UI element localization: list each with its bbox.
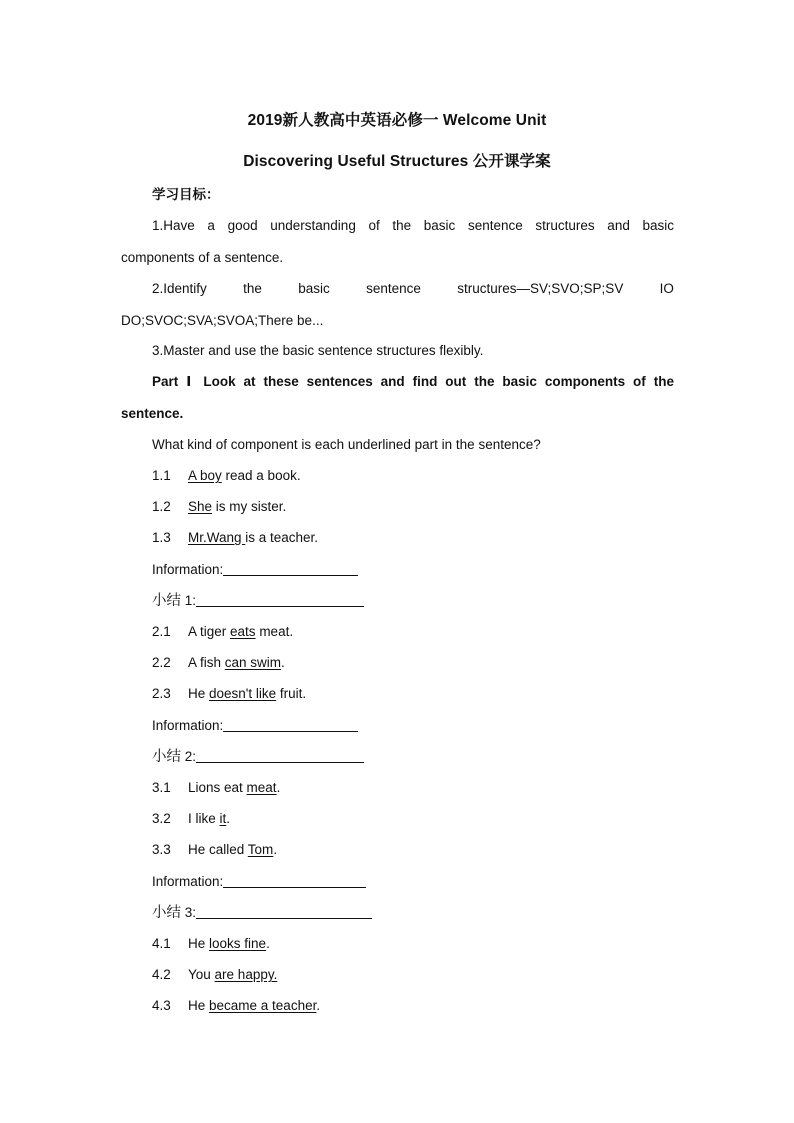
sentence-item: 3.3 He called Tom.	[152, 842, 278, 857]
sentence-item: 3.2 I like it.	[152, 811, 231, 826]
information-blank: Information:	[152, 717, 358, 735]
sentence-item: 2.2 A fish can swim.	[152, 655, 285, 670]
answer-blank[interactable]	[196, 748, 364, 763]
answer-blank[interactable]	[196, 592, 364, 607]
sentence-item: 1.1 A boy read a book.	[152, 468, 301, 483]
objective2-word: the	[243, 281, 262, 296]
objective2-word: 2.Identify	[152, 281, 207, 296]
objectives-heading: 学习目标：	[152, 187, 220, 202]
objective2-word: sentence	[366, 281, 421, 296]
objective3: 3.Master and use the basic sentence structures flexibly.	[152, 343, 484, 358]
document-title-line1: 2019新人教高中英语必修一 Welcome Unit	[247, 112, 547, 129]
answer-blank[interactable]	[196, 904, 372, 919]
summary-blank: 小结 1:	[152, 592, 364, 610]
summary-blank: 小结 3:	[152, 904, 372, 922]
objective2-word: IO	[659, 281, 674, 296]
sentence-item: 4.2 You are happy.	[152, 967, 278, 982]
objective1-line2: components of a sentence.	[121, 250, 284, 265]
sentence-item: 1.3 Mr.Wang is a teacher.	[152, 530, 319, 545]
sentence-item: 2.3 He doesn't like fruit.	[152, 686, 307, 701]
part1-question: What kind of component is each underlined part in the sentence?	[152, 437, 541, 452]
part1-heading-line2: sentence.	[121, 406, 184, 421]
sentence-item: 1.2 She is my sister.	[152, 499, 287, 514]
document-title-line2: Discovering Useful Structures 公开课学案	[243, 153, 551, 170]
objective1-line1: 1.Have a good understanding of the basic sentence structures and basic	[152, 218, 674, 233]
information-blank: Information:	[152, 873, 366, 891]
objective2-line2: DO;SVOC;SVA;SVOA;There be...	[121, 313, 324, 328]
objective2-word: basic	[298, 281, 330, 296]
answer-blank[interactable]	[223, 873, 366, 888]
answer-blank[interactable]	[223, 561, 358, 576]
sentence-item: 4.1 He looks fine.	[152, 936, 270, 951]
summary-blank: 小结 2:	[152, 748, 364, 766]
information-blank: Information:	[152, 561, 358, 579]
answer-blank[interactable]	[223, 717, 358, 732]
objective2-line1	[152, 280, 674, 298]
sentence-item: 3.1 Lions eat meat.	[152, 780, 281, 795]
sentence-item: 2.1 A tiger eats meat.	[152, 624, 294, 639]
sentence-item: 4.3 He became a teacher.	[152, 998, 321, 1013]
objective2-word: structures—SV;SVO;SP;SV	[457, 281, 624, 296]
part1-heading-line1: Part Ⅰ Look at these sentences and find out the basic components of the	[152, 374, 674, 389]
